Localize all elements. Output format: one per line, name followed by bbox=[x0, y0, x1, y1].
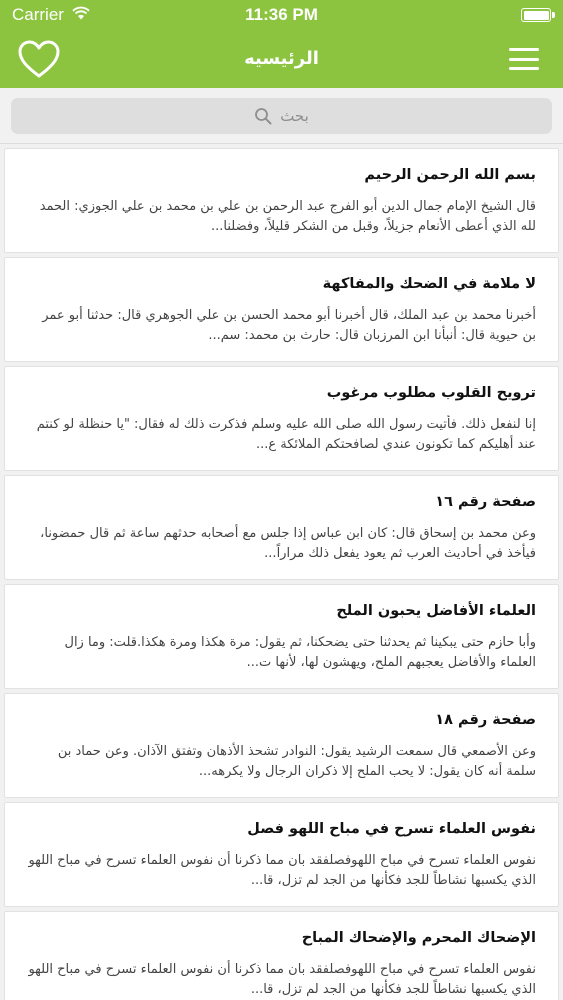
battery-level bbox=[524, 11, 549, 20]
item-title: العلماء الأفاضل يحبون الملح bbox=[336, 603, 536, 619]
item-excerpt: وأبا حازم حتى يبكينا ثم يحدثنا حتى يضحكنا، ثم يقول: مرة هكذا ومرة هكذا.قلت: وما زال العلماء والأفاضل يعجبهم الملح، ويهشون لها، لأنها ت... bbox=[64, 635, 536, 670]
menu-icon bbox=[509, 48, 539, 70]
battery-icon bbox=[521, 8, 551, 22]
list-item[interactable] bbox=[4, 584, 559, 689]
search-bar bbox=[0, 88, 563, 144]
list-item[interactable] bbox=[4, 148, 559, 253]
list-item[interactable] bbox=[4, 257, 559, 362]
item-excerpt: قال الشيخ الإمام جمال الدين أبو الفرج عبد الرحمن بن علي بن محمد بن علي الجوزي: الحمد لله الذي أعطى الأنعام جزيلاً، وقبل من الشكر قليلاً، وفضلنا... bbox=[39, 199, 536, 234]
item-excerpt: إنا لنفعل ذلك. فأتيت رسول الله صلى الله عليه وسلم فذكرت ذلك له فقال: "يا حنظلة لو كنتم عند أهليكم كما تكونون عندي لصافحتكم الملائكة ع... bbox=[36, 417, 536, 452]
item-title: الإضحاك المحرم والإضحاك المباح bbox=[301, 930, 536, 946]
item-excerpt: وعن الأصمعي قال سمعت الرشيد يقول: النوادر تشحذ الأذهان وتفتق الآذان. وعن حماد بن سلمة أنه كان يقول: لا يحب الملح إلا ذكران الرجال ولا يكرهه... bbox=[57, 744, 536, 779]
list-item[interactable] bbox=[4, 802, 559, 907]
status-left bbox=[12, 5, 90, 25]
page-title: الرئيسيه bbox=[244, 48, 319, 69]
item-title: صفحة رقم ١٨ bbox=[435, 712, 536, 728]
search-icon bbox=[254, 107, 272, 125]
list-item[interactable] bbox=[4, 366, 559, 471]
search-input[interactable] bbox=[11, 98, 552, 134]
list-item[interactable] bbox=[4, 475, 559, 580]
heart-icon bbox=[17, 39, 61, 79]
search-placeholder: بحث bbox=[280, 107, 309, 125]
wifi-icon bbox=[72, 5, 90, 25]
item-excerpt: نفوس العلماء تسرح في مباح اللهوفصلفقد بان مما ذكرنا أن نفوس العلماء تسرح في مباح اللهو الذي يكسبها نشاطاً للجد فكأنها من الجد لم تزل، قا... bbox=[28, 853, 536, 888]
menu-button[interactable] bbox=[499, 34, 549, 84]
item-title: بسم الله الرحمن الرحيم bbox=[364, 167, 536, 183]
item-title: صفحة رقم ١٦ bbox=[435, 494, 536, 510]
item-excerpt: وعن محمد بن إسحاق قال: كان ابن عباس إذا جلس مع أصحابه حدثهم ساعة ثم قال حمضونا، فيأخذ في أحاديث العرب ثم يعود يفعل ذلك مراراً... bbox=[40, 526, 536, 561]
item-title: لا ملامة في الضحك والمفاكهة bbox=[322, 276, 536, 292]
list-item[interactable] bbox=[4, 693, 559, 798]
item-title: نفوس العلماء تسرح في مباح اللهو فصل bbox=[247, 821, 536, 837]
articles-list bbox=[0, 144, 563, 1000]
status-bar bbox=[0, 0, 563, 30]
list-item[interactable] bbox=[4, 911, 559, 1000]
item-title: ترويح القلوب مطلوب مرغوب bbox=[326, 385, 536, 401]
nav-bar bbox=[0, 30, 563, 88]
carrier-label: Carrier bbox=[12, 5, 64, 24]
item-excerpt: نفوس العلماء تسرح في مباح اللهوفصلفقد بان مما ذكرنا أن نفوس العلماء تسرح في مباح اللهو الذي يكسبها نشاطاً للجد فكأنها من الجد لم تزل، قا... bbox=[28, 962, 536, 997]
item-excerpt: أخبرنا محمد بن عبد الملك، قال أخبرنا أبو محمد الحسن بن علي الجوهري قال: حدثنا أبو عمر بن حيوية قال: أنبأنا ابن المرزبان قال: حارث بن محمد: سم... bbox=[42, 308, 536, 343]
status-time: 11:36 PM bbox=[245, 5, 318, 24]
favorites-button[interactable] bbox=[14, 34, 64, 84]
